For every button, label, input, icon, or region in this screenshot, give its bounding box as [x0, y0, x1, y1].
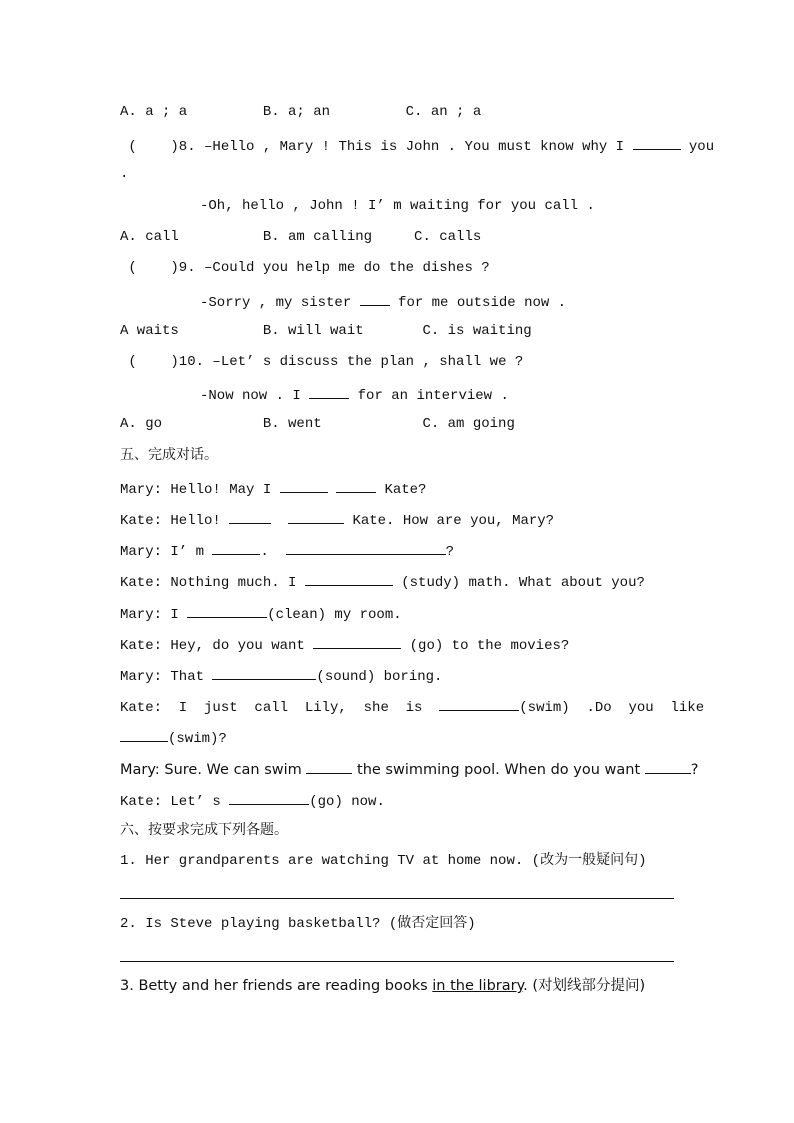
dialog-blank-11[interactable] — [229, 789, 309, 805]
dialog-line-10: Mary: Sure. We can swim the swimming pool. When do you want ? — [120, 758, 698, 780]
dialog-blank-3b[interactable] — [286, 539, 446, 555]
dialog-line-2: Kate: Hello! Kate. How are you, Mary? — [120, 508, 554, 531]
dialog-blank-9[interactable] — [120, 726, 168, 742]
dialog-blank-3a[interactable] — [212, 539, 260, 555]
answer-line-2[interactable] — [120, 961, 674, 962]
q8-reply: -Oh, hello , John ! I’ m waiting for you call . — [200, 198, 595, 214]
task-3: 3. Betty and her friends are reading books in the library. (对划线部分提问) — [120, 978, 646, 994]
dialog-blank-4[interactable] — [305, 570, 393, 586]
dialog-line-11: Kate: Let’ s (go) now. — [120, 789, 385, 812]
dialog-line-1: Mary: Hello! May I Kate? — [120, 477, 426, 500]
dialog-line-5: Mary: I (clean) my room. — [120, 602, 402, 625]
q9-bracket[interactable]: ( )9. — [120, 260, 205, 276]
q7-options: A. a ; a B. a; an C. an ; a — [120, 104, 482, 120]
dialog-line-4: Kate: Nothing much. I (study) math. What about you? — [120, 570, 645, 593]
dialog-blank-1b[interactable] — [336, 477, 376, 493]
q9-stem: ( )9. –Could you help me do the dishes ? — [120, 260, 490, 276]
dialog-line-3: Mary: I’ m . ? — [120, 539, 454, 562]
q8-stem: ( )8. –Hello , Mary ! This is John . You must know why I you — [120, 134, 714, 157]
dialog-blank-5[interactable] — [187, 602, 267, 618]
q8-options: A. call B. am calling C. calls — [120, 229, 482, 245]
dialog-line-7: Mary: That (sound) boring. — [120, 664, 442, 687]
q8-stem-end: . — [120, 166, 129, 182]
q10-reply: -Now now . I for an interview . — [200, 383, 509, 406]
dialog-blank-1a[interactable] — [280, 477, 328, 493]
q10-blank[interactable] — [309, 383, 349, 399]
dialog-blank-10b[interactable] — [645, 758, 691, 774]
q10-bracket[interactable]: ( )10. — [120, 354, 213, 370]
dialog-line-8: Kate: I just call Lily, she is (swim) .Do you like — [120, 695, 704, 718]
underlined-phrase: in the library — [432, 978, 524, 994]
task-1: 1. Her grandparents are watching TV at home now. (改为一般疑问句) — [120, 853, 647, 869]
dialog-blank-8[interactable] — [439, 695, 519, 711]
dialog-blank-2b[interactable] — [288, 508, 344, 524]
dialog-blank-7[interactable] — [212, 664, 316, 680]
q9-reply: -Sorry , my sister for me outside now . — [200, 290, 566, 313]
q10-options: A. go B. went C. am going — [120, 416, 515, 432]
dialog-line-9: (swim)? — [120, 726, 227, 749]
q8-bracket[interactable]: ( )8. — [120, 139, 205, 155]
task-2: 2. Is Steve playing basketball? (做否定回答) — [120, 916, 476, 932]
q9-options: A waits B. will wait C. is waiting — [120, 323, 532, 339]
dialog-blank-2a[interactable] — [229, 508, 271, 524]
dialog-line-6: Kate: Hey, do you want (go) to the movies? — [120, 633, 569, 656]
answer-line-1[interactable] — [120, 898, 674, 899]
q9-blank[interactable] — [360, 290, 390, 306]
dialog-blank-6[interactable] — [313, 633, 401, 649]
q8-blank[interactable] — [633, 134, 681, 150]
dialog-blank-10a[interactable] — [306, 758, 352, 774]
section5-title: 五、完成对话。 — [120, 447, 218, 463]
q10-stem: ( )10. –Let’ s discuss the plan , shall we ? — [120, 354, 524, 370]
section6-title: 六、按要求完成下列各题。 — [120, 822, 288, 838]
